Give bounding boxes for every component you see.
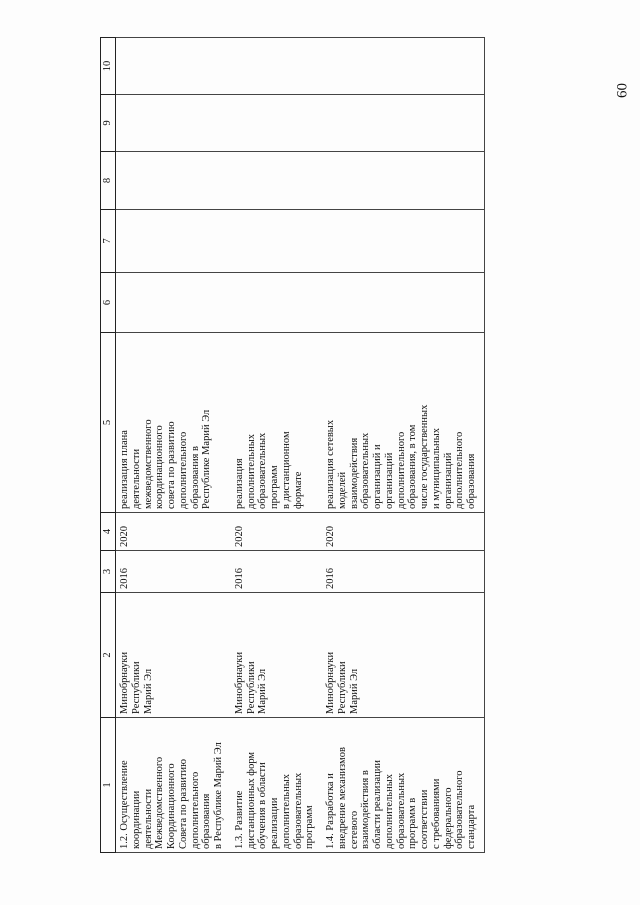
header-col-2: 2: [101, 593, 116, 718]
responsible-body: Минобрнауки Республики Марий Эл: [233, 651, 269, 714]
header-col-9: 9: [101, 95, 116, 152]
header-col-7: 7: [101, 210, 116, 273]
col-9-cell: [322, 95, 484, 152]
table-row: [231, 38, 322, 853]
table-container: [100, 38, 530, 853]
header-col-1: 1: [101, 718, 116, 853]
col-10-cell: [116, 38, 231, 95]
header-col-8: 8: [101, 152, 116, 210]
header-col-5: 5: [101, 333, 116, 513]
activity-name: 1.3. Развитие дистанционных форм обучения в области реализации дополнительных образовательных программ: [233, 751, 316, 849]
col-10-cell: [231, 38, 322, 95]
activity-name: 1.2. Осуществление координации деятельности Межведомственного Координационного Совета по развитию дополнительного образования в Республике Марий Эл: [119, 742, 224, 849]
header-col-3: 3: [101, 551, 116, 593]
col-8-cell: [231, 152, 322, 210]
end-year: 2020: [325, 526, 336, 547]
expected-result: реализация сетевых моделей взаимодействия образовательных организаций и организаций дополнительного образования, в том числе государственных и муниципальных организаций дополнительного образования: [325, 404, 477, 509]
activity-name: 1.4. Разработка и внедрение механизмов сетевого взаимодействия в области реализации дополнительных образовательных программ в соответствии с требованиями федерального образовательного стандарта: [325, 747, 477, 849]
start-year: 2016: [325, 568, 336, 589]
expected-result: реализация плана деятельности межведомственного координационного совета по развитию дополнительного образования в Республике Марий Эл: [119, 409, 213, 509]
table-row: [322, 38, 484, 853]
col-6-cell: [116, 273, 231, 333]
col-7-cell: [322, 210, 484, 273]
col-9-cell: [116, 95, 231, 152]
col-8-cell: [322, 152, 484, 210]
responsible-body: Минобрнауки Республики Марий Эл: [325, 651, 360, 714]
end-year: 2020: [119, 526, 130, 547]
expected-result: реализация дополнительных образовательных программ в дистанционном формате: [233, 431, 304, 509]
start-year: 2016: [119, 568, 130, 589]
header-row: [101, 38, 116, 853]
col-6-cell: [322, 273, 484, 333]
col-8-cell: [116, 152, 231, 210]
page-number: 60: [614, 83, 631, 98]
responsible-body: Минобрнауки Республики Марий Эл: [119, 651, 154, 714]
col-7-cell: [116, 210, 231, 273]
table-row: [116, 38, 231, 853]
start-year: 2016: [233, 568, 245, 589]
header-col-10: 10: [101, 38, 116, 95]
header-col-4: 4: [101, 513, 116, 551]
header-col-6: 6: [101, 273, 116, 333]
col-6-cell: [231, 273, 322, 333]
col-10-cell: [322, 38, 484, 95]
end-year: 2020: [233, 526, 245, 547]
col-9-cell: [231, 95, 322, 152]
rotated-table-area: [100, 38, 530, 853]
program-table: [100, 37, 485, 853]
col-7-cell: [231, 210, 322, 273]
